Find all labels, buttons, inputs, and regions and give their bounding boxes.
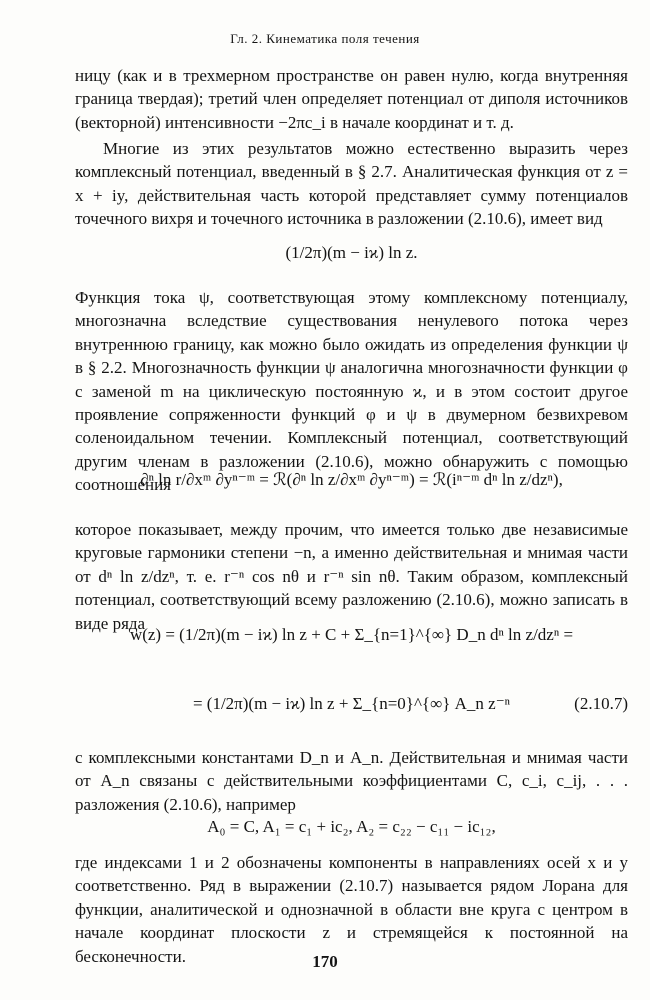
paragraph-5: с комплексными константами D_n и A_n. Действительная и мнимая части от A_n связаны с действительными коэффициентами C, c_i, c_ij, . . . разложения (2.10.6), например: [75, 748, 628, 814]
page-number: 170: [312, 952, 338, 971]
paragraph-4: которое показывает, между прочим, что имеется только две независимые круговые гармоники степени −n, а именно действительная и мнимая части от dⁿ ln z/dzⁿ, т. е. r⁻ⁿ cos nθ и r⁻ⁿ sin nθ. Таким образом, комплексный потенциал, соответствующий всему разложению (2.10.6), можно записать в виде ряда: [75, 520, 628, 633]
equation-3-line-2: [75, 694, 628, 714]
paragraph-1: ницу (как и в трехмерном пространстве он равен нулю, когда внутренняя граница твердая); третий член определяет потенциал от диполя источников (векторной) интенсивности −2πc_i в начале координат и т. д.: [75, 66, 628, 132]
equation-3-line-2-body: = (1/2π)(m − iϰ) ln z + Σ_{n=0}^{∞} A_n z⁻ⁿ: [192, 694, 511, 713]
paragraph-2-text: Многие из этих результатов можно естественно выразить через комплексный потенциал, введенный в § 2.7. Аналитическая функция от z = x + iy, действительная часть которой представляет сумму потенциалов точечного вихря и точечного источника в разложении (2.10.6), имеет вид: [75, 139, 628, 229]
equation-1: (1/2π)(m − iϰ) ln z.: [285, 243, 418, 262]
paragraph-6: где индексами 1 и 2 обозначены компоненты в направлениях осей x и y соответственно. Ряд в выражении (2.10.7) называется рядом Лорана для функции, аналитической и однозначной в области вне круга с центром в начале координат плоскости z и стремящейся к постоянной на бесконечности.: [75, 853, 628, 966]
paragraph-3: Функция тока ψ, соответствующая этому комплексному потенциалу, многозначна вследствие существования ненулевого потока через внутреннюю границу, как можно было ожидать из определения функции ψ в § 2.2. Многозначность функции ψ аналогична многозначности функции φ с заменой m на циклическую постоянную ϰ, и в этом состоит другое проявление сопряженности функций φ и ψ в двумерном безвихревом соленоидальном течении. Комплексный потенциал, соответствующий другим членам в разложении (2.10.6), можно обнаружить с помощью соотношения: [75, 288, 628, 495]
equation-3-line-1: w(z) = (1/2π)(m − iϰ) ln z + C + Σ_{n=1}^{∞} D_n dⁿ ln z/dzⁿ =: [129, 625, 574, 644]
running-header: Гл. 2. Кинематика поля течения: [230, 31, 420, 46]
paragraph-2: [75, 137, 628, 231]
equation-number: (2.10.7): [574, 694, 628, 713]
equation-2: ∂ⁿ ln r/∂xᵐ ∂yⁿ⁻ᵐ = ℛ(∂ⁿ ln z/∂xᵐ ∂yⁿ⁻ᵐ) = ℛ(iⁿ⁻ᵐ dⁿ ln z/dzⁿ),: [140, 470, 563, 489]
equation-4: A₀ = C, A₁ = c₁ + ic₂, A₂ = c₂₂ − c₁₁ − ic₁₂,: [207, 817, 496, 836]
